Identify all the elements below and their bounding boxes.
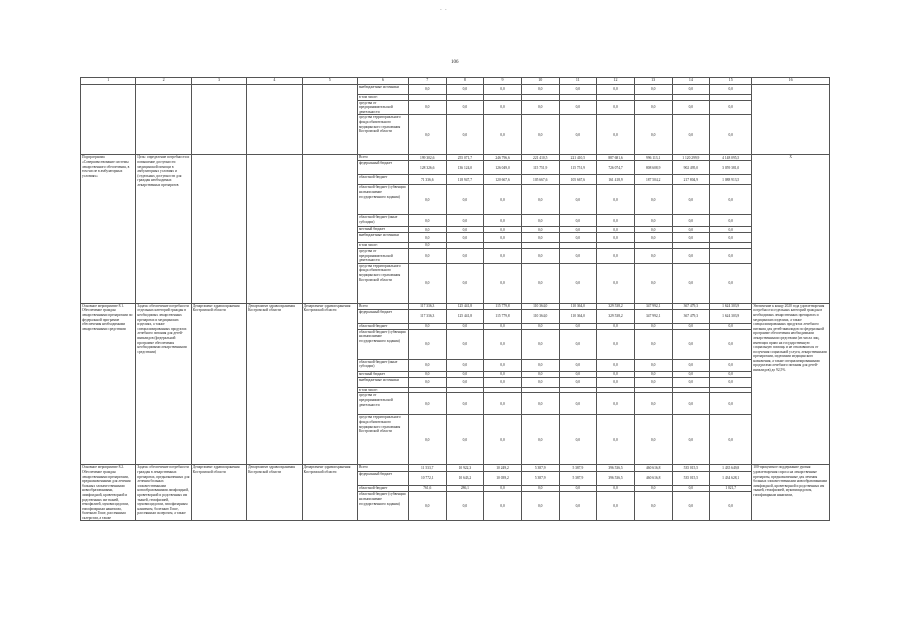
value-cell: 0,0 [634, 248, 672, 263]
value-cell: 0,0 [634, 100, 672, 115]
value-cell: 221 410,5 [559, 155, 597, 161]
value-cell: 0,0 [484, 233, 522, 243]
source-label: в том числе: [357, 387, 408, 393]
page-number: 106 [451, 60, 459, 65]
value-cell: 0,0 [559, 323, 597, 329]
value-cell: 0,0 [597, 248, 635, 263]
value-cell: 0,0 [634, 263, 672, 303]
value-cell: 10 249,2 [484, 465, 522, 471]
value-cell: 1 088 913,5 [710, 175, 752, 185]
value-cell: 118 947,7 [446, 175, 484, 185]
value-cell: 0,0 [408, 492, 446, 521]
value-cell: 0,0 [597, 359, 635, 371]
value-cell: 221 410,5 [521, 155, 559, 161]
value-cell: 0,0 [484, 329, 522, 359]
value-cell: 0,0 [559, 185, 597, 215]
column-header: 1 [81, 78, 136, 85]
value-cell: 0,0 [597, 85, 635, 95]
value-cell: 1 435 649,8 [710, 465, 752, 471]
value-cell: 460 616,8 [634, 465, 672, 471]
value-cell: 0,0 [521, 248, 559, 263]
source-label: областной бюджет (субвенции на выполнение государственного задания) [357, 329, 408, 359]
value-cell: 0,0 [446, 359, 484, 371]
value-cell: 460 616,8 [634, 471, 672, 486]
value-cell: 0,0 [710, 227, 752, 233]
value-cell: 0,0 [559, 233, 597, 243]
column-header: 12 [597, 78, 635, 85]
value-cell: 0,0 [672, 415, 710, 465]
value-cell: 0,0 [521, 85, 559, 95]
value-cell: 0,0 [672, 377, 710, 387]
merged-cell-c4 [247, 85, 302, 155]
value-cell: 0,0 [634, 359, 672, 371]
value-cell: 0,0 [672, 233, 710, 243]
value-cell: 5 387,9 [559, 465, 597, 471]
value-cell: 0,0 [484, 85, 522, 95]
source-label: областной бюджет (субвенции на выполнение государственного задания) [357, 492, 408, 521]
value-cell: 0,0 [710, 100, 752, 115]
value-cell: 0,0 [672, 492, 710, 521]
value-cell: 0,0 [672, 371, 710, 377]
column-header: 13 [634, 78, 672, 85]
column-header: 15 [710, 78, 752, 85]
source-label: федеральный бюджет [357, 471, 408, 486]
value-cell: 0,0 [597, 393, 635, 415]
value-cell: 0,0 [408, 248, 446, 263]
value-cell: 0,0 [672, 85, 710, 95]
value-cell: 5 387,9 [521, 465, 559, 471]
value-cell: 10 922,3 [446, 465, 484, 471]
column-header: 3 [191, 78, 246, 85]
value-cell: 0,0 [597, 233, 635, 243]
source-label: в том числе: [357, 243, 408, 249]
value-cell: 0,0 [672, 100, 710, 115]
source-label: местный бюджет [357, 371, 408, 377]
source-label: внебюджетные источники [357, 233, 408, 243]
value-cell: 0,0 [484, 486, 522, 492]
value-cell: 0,0 [710, 323, 752, 329]
value-cell: 115 751,9 [521, 161, 559, 175]
value-cell: 0,0 [634, 486, 672, 492]
value-cell: 535 015,5 [672, 471, 710, 486]
value-cell: 0,0 [597, 371, 635, 377]
value-cell: 0,0 [521, 415, 559, 465]
value-cell: 0,0 [710, 377, 752, 387]
value-cell: 125 441,8 [446, 303, 484, 309]
value-cell: 126 049,0 [484, 161, 522, 175]
value-cell: 0,0 [634, 371, 672, 377]
value-cell: 0,0 [672, 185, 710, 215]
value-cell: 0,0 [521, 227, 559, 233]
value-cell: 0,0 [484, 215, 522, 227]
value-cell: 902 495,0 [672, 161, 710, 175]
value-cell: 0,0 [559, 248, 597, 263]
merged-cell-c4 [247, 155, 302, 303]
value-cell: 0,0 [484, 415, 522, 465]
budget-table [80, 77, 830, 521]
source-label: областной бюджет (иные субсидии) [357, 215, 408, 227]
value-cell: 0,0 [710, 415, 752, 465]
value-cell: 0,0 [521, 185, 559, 215]
value-cell: 117 336,3 [408, 303, 446, 309]
value-cell: 0,0 [484, 393, 522, 415]
value-cell: 0,0 [559, 415, 597, 465]
result-cell: 100-процентное поддержание уровня удовлетворения спроса на лекарственные препараты, предназначенные для лечения больных злокачественными новообразованиями лимфоидной, кроветворной и родственных им тканей, гемофилией, муковисцидозом, гипофизарным нанизмом, [752, 465, 830, 521]
source-label: областной бюджет (субвенции на выполнение государственного задания) [357, 185, 408, 215]
value-cell: 71 336,6 [408, 175, 446, 185]
value-cell: 0,0 [559, 371, 597, 377]
value-cell: 0,0 [446, 233, 484, 243]
value-cell: 0,0 [710, 215, 752, 227]
value-cell: 0,0 [634, 215, 672, 227]
value-cell: 0,0 [446, 371, 484, 377]
value-cell: 808 608,9 [634, 161, 672, 175]
column-header: 9 [484, 78, 522, 85]
value-cell: 0,0 [559, 377, 597, 387]
value-cell: 0,0 [634, 415, 672, 465]
value-cell: 117 336,3 [408, 309, 446, 323]
value-cell: 0,0 [710, 393, 752, 415]
value-cell: 0,0 [559, 215, 597, 227]
value-cell: 0,0 [634, 233, 672, 243]
value-cell: 0,0 [521, 329, 559, 359]
source-label: средства территориального фонда обязательного медицинского страхования Костромской области [357, 115, 408, 155]
value-cell: 367 479,3 [672, 309, 710, 323]
value-cell: 0,0 [597, 415, 635, 465]
value-cell: 10 039,2 [484, 471, 522, 486]
value-cell: 187 504,2 [634, 175, 672, 185]
value-cell: 0,0 [446, 227, 484, 233]
merged-cell-c5 [302, 155, 357, 303]
value-cell: 0,0 [521, 486, 559, 492]
merged-cell-c1: Основное мероприятие 8.1. Обеспечение граждан лекарственными препаратами по федеральной программе обеспечения необходимыми лекарственными средствами [81, 303, 136, 465]
value-cell: 0,0 [710, 359, 752, 371]
column-header: 16 [752, 78, 830, 85]
column-header: 11 [559, 78, 597, 85]
value-cell: 0,0 [408, 323, 446, 329]
value-cell: 5 387,9 [559, 471, 597, 486]
value-cell: 0,0 [408, 377, 446, 387]
source-label: средства территориального фонда обязательного медицинского страхования Костромской области [357, 263, 408, 303]
value-cell: 0,0 [634, 185, 672, 215]
value-cell: 0,0 [710, 85, 752, 95]
column-header: 4 [247, 78, 302, 85]
value-cell: 136 124,0 [446, 161, 484, 175]
value-cell: 125 441,8 [446, 309, 484, 323]
value-cell: 0,0 [484, 492, 522, 521]
value-cell: 5 387,9 [521, 471, 559, 486]
merged-cell-c1: Подпрограмма «Совершенствование системы лекарственного обеспечения, в том числе в амбулаторных условиях» [81, 155, 136, 303]
value-cell: 0,0 [446, 393, 484, 415]
value-cell: 0,0 [672, 329, 710, 359]
value-cell: 0,0 [672, 227, 710, 233]
value-cell: 0,0 [559, 329, 597, 359]
value-cell: 0,0 [672, 323, 710, 329]
merged-cell-c2: Цель: определение потребности и повышение доступности медицинской помощи в амбулаторных условиях и (отдельных доступности для граждан необходимых лекарственных препаратов [136, 155, 191, 303]
value-cell: 110 364,0 [559, 309, 597, 323]
value-cell: 535 015,5 [672, 465, 710, 471]
merged-cell-c3: Департамент здравоохранения Костромской области [191, 303, 246, 465]
value-cell: 0,0 [484, 185, 522, 215]
value-cell: 0,0 [484, 323, 522, 329]
column-header: 10 [521, 78, 559, 85]
source-label: средства от предпринимательской деятельности [357, 393, 408, 415]
value-cell: 396 536,5 [597, 465, 635, 471]
value-cell: 255 071,7 [446, 155, 484, 161]
value-cell: 761,6 [408, 486, 446, 492]
value-cell: 0,0 [597, 329, 635, 359]
value-cell: 4 148 095,5 [710, 155, 752, 161]
merged-cell-c1: Основное мероприятие 8.2. Обеспечение граждан лекарственными препаратами, предназначенными для лечения больных злокачественными новообразованиями, лимфоидной, кроветворной и родственных им тканей, гемофилией, муковисцидозом, гипофизарным нанизмом, болезнью Гоше, рассеянным склерозом, а также [81, 465, 136, 521]
value-cell: 10 643,2 [446, 471, 484, 486]
value-cell: 0,0 [446, 248, 484, 263]
value-cell: 0,0 [597, 486, 635, 492]
result-cell [752, 85, 830, 155]
value-cell: 0,0 [597, 492, 635, 521]
value-cell: 0,0 [634, 492, 672, 521]
value-cell: 0,0 [408, 215, 446, 227]
value-cell: 120 667,6 [484, 175, 522, 185]
source-label: средства от предпринимательской деятельности [357, 248, 408, 263]
value-cell: 0,0 [597, 185, 635, 215]
source-label: внебюджетные источники [357, 85, 408, 95]
value-cell: 0,0 [408, 329, 446, 359]
value-cell: 726 074,7 [597, 161, 635, 175]
value-cell: 887 681,6 [597, 155, 635, 161]
merged-cell-c4: Департамент здравоохранения Костромской области [247, 303, 302, 465]
source-label: областной бюджет [357, 323, 408, 329]
value-cell: 0,0 [484, 359, 522, 371]
value-cell: 0,0 [559, 227, 597, 233]
value-cell: 0,0 [634, 393, 672, 415]
column-header: 2 [136, 78, 191, 85]
value-cell: 0,0 [408, 243, 446, 249]
column-header: 5 [302, 78, 357, 85]
value-cell: 0,0 [672, 263, 710, 303]
value-cell: 367 479,3 [672, 303, 710, 309]
table-row [81, 85, 830, 95]
column-header: 6 [357, 78, 408, 85]
value-cell: 0,0 [521, 215, 559, 227]
value-cell: 0,0 [408, 115, 446, 155]
value-cell: 0,0 [672, 215, 710, 227]
value-cell: 0,0 [521, 371, 559, 377]
merged-cell-c2: Задача: обеспечение потребности граждан в лекарственных препаратах, предназначенных для лечения больных злокачественными новообразованиями лимфоидной, кроветворной и родственных им тканей, гемофилией, муковисцидозом, гипофизарным нанизмом, болезнью Гоше, рассеянным склерозом, а также [136, 465, 191, 521]
value-cell: 0,0 [408, 359, 446, 371]
value-cell: 0,0 [559, 115, 597, 155]
value-cell: 0,0 [408, 371, 446, 377]
value-cell: 0,0 [710, 248, 752, 263]
value-cell: 128 326,6 [408, 161, 446, 175]
value-cell: 0,0 [446, 323, 484, 329]
value-cell: 0,0 [559, 359, 597, 371]
value-cell: 0,0 [672, 486, 710, 492]
value-cell: 105 667,6 [559, 175, 597, 185]
value-cell: 110 364,0 [521, 309, 559, 323]
value-cell: 0,0 [710, 233, 752, 243]
merged-cell-c2: Задача: обеспечение потребности отдельных категорий граждан в необходимых лекарственных препаратах и медицинских изделиях, а также специализированных продуктах лечебного питания для детей-инвалидов (федеральной программе обеспечения необходимыми лекарственными средствами) [136, 303, 191, 465]
value-cell: 1 624 303,9 [710, 303, 752, 309]
source-label: федеральный бюджет [357, 161, 408, 175]
value-cell: 0,0 [710, 371, 752, 377]
source-label: средства от предпринимательской деятельности [357, 100, 408, 115]
merged-cell-c2 [136, 85, 191, 155]
value-cell: 0,0 [408, 415, 446, 465]
merged-cell-c3 [191, 155, 246, 303]
value-cell: 10 772,1 [408, 471, 446, 486]
value-cell: 0,0 [521, 233, 559, 243]
value-cell: 3 059 381,0 [710, 161, 752, 175]
value-cell: 1 120 299,9 [672, 155, 710, 161]
merged-cell-c3: Департамент здравоохранения Костромской области [191, 465, 246, 521]
value-cell: 0,0 [559, 486, 597, 492]
value-cell: 0,0 [484, 100, 522, 115]
value-cell: 0,0 [408, 263, 446, 303]
value-cell: 0,0 [521, 263, 559, 303]
source-label: средства территориального фонда обязательного медицинского страхования Костромской области [357, 415, 408, 465]
source-label: Всего [357, 303, 408, 309]
value-cell: 996 113,1 [634, 155, 672, 161]
source-label: областной бюджет [357, 175, 408, 185]
value-cell: 0,0 [559, 85, 597, 95]
value-cell: 0,0 [634, 323, 672, 329]
value-cell: 0,0 [710, 115, 752, 155]
value-cell: 0,0 [634, 329, 672, 359]
value-cell: 396 536,5 [597, 471, 635, 486]
value-cell: 0,0 [597, 377, 635, 387]
top-mark: - - [440, 8, 448, 13]
value-cell: 246 796,6 [484, 155, 522, 161]
result-cell: Увеличение к концу 2020 года удовлетворения потребности отдельных категорий граждан в необходимых лекарственных препаратах и медицинских изделиях, а также специализированных продуктах лечебного питания для детей-инвалидов по федеральной программе обеспечения необходимыми лекарственными средствами (из числа лиц, имеющих право на государственную социальную помощь и не отказавшихся от получения социальной услуги, лекарственными препаратами, изделиями медицинского назначения, а также специализированными продуктами лечебного питания для детей-инвалидов) до 92,5% [752, 303, 830, 465]
value-cell: 0,0 [597, 100, 635, 115]
value-cell: 0,0 [521, 100, 559, 115]
value-cell: 0,0 [484, 377, 522, 387]
value-cell: 110 364,0 [521, 303, 559, 309]
value-cell: 105 667,6 [521, 175, 559, 185]
value-cell: 347 992,1 [634, 309, 672, 323]
value-cell: 0,0 [710, 329, 752, 359]
value-cell: 0,0 [634, 85, 672, 95]
column-header: 7 [408, 78, 446, 85]
value-cell: 0,0 [672, 393, 710, 415]
value-cell: 0,0 [521, 115, 559, 155]
value-cell: 0,0 [597, 263, 635, 303]
value-cell: 0,0 [484, 371, 522, 377]
source-label: областной бюджет [357, 486, 408, 492]
merged-cell-c5: Департамент здравоохранения Костромской области [302, 303, 357, 465]
merged-cell-c4: Департамент здравоохранения Костромской области [247, 465, 302, 521]
value-cell: 0,0 [408, 185, 446, 215]
value-cell: 0,0 [446, 85, 484, 95]
value-cell: 0,0 [710, 492, 752, 521]
source-label: Всего [357, 155, 408, 161]
value-cell: 0,0 [597, 323, 635, 329]
value-cell: 0,0 [446, 115, 484, 155]
merged-cell-c5 [302, 85, 357, 155]
value-cell: 0,0 [408, 233, 446, 243]
column-header: 8 [446, 78, 484, 85]
value-cell: 0,0 [446, 492, 484, 521]
column-header: 14 [672, 78, 710, 85]
value-cell: 0,0 [446, 263, 484, 303]
value-cell: 0,0 [521, 359, 559, 371]
value-cell: 0,0 [484, 115, 522, 155]
value-cell: 286,1 [446, 486, 484, 492]
value-cell: 0,0 [446, 415, 484, 465]
value-cell: 0,0 [446, 329, 484, 359]
value-cell: 0,0 [446, 215, 484, 227]
value-cell: 0,0 [446, 100, 484, 115]
merged-cell-c1 [81, 85, 136, 155]
value-cell: 0,0 [672, 248, 710, 263]
source-label: в том числе: [357, 95, 408, 101]
merged-cell-c3 [191, 85, 246, 155]
value-cell: 0,0 [446, 185, 484, 215]
value-cell: 0,0 [597, 227, 635, 233]
source-label: федеральный бюджет [357, 309, 408, 323]
value-cell: 0,0 [710, 185, 752, 215]
value-cell: 161 418,9 [597, 175, 635, 185]
value-cell: 0,0 [484, 263, 522, 303]
value-cell: 11 533,7 [408, 465, 446, 471]
value-cell: 329 538,2 [597, 309, 635, 323]
value-cell: 0,0 [634, 227, 672, 233]
value-cell: 0,0 [408, 393, 446, 415]
value-cell: 0,0 [597, 215, 635, 227]
value-cell: 0,0 [408, 100, 446, 115]
value-cell: 0,0 [559, 100, 597, 115]
value-cell: 115 779,8 [484, 309, 522, 323]
source-label: местный бюджет [357, 227, 408, 233]
result-cell: X [752, 155, 830, 303]
source-label: Всего [357, 465, 408, 471]
value-cell: 115 779,8 [484, 303, 522, 309]
value-cell: 329 538,2 [597, 303, 635, 309]
value-cell: 0,0 [408, 227, 446, 233]
value-cell: 0,0 [521, 393, 559, 415]
value-cell: 0,0 [634, 377, 672, 387]
value-cell: 0,0 [559, 393, 597, 415]
value-cell: 217 804,9 [672, 175, 710, 185]
value-cell: 0,0 [521, 323, 559, 329]
value-cell: 199 302,6 [408, 155, 446, 161]
value-cell: 347 992,1 [634, 303, 672, 309]
value-cell: 0,0 [446, 377, 484, 387]
value-cell: 0,0 [521, 377, 559, 387]
value-cell: 0,0 [672, 115, 710, 155]
value-cell: 0,0 [559, 263, 597, 303]
source-label: областной бюджет (иные субсидии) [357, 359, 408, 371]
value-cell: 0,0 [484, 227, 522, 233]
header-row [81, 78, 830, 85]
value-cell: 0,0 [559, 492, 597, 521]
value-cell: 0,0 [710, 263, 752, 303]
value-cell: 1 021,7 [710, 486, 752, 492]
value-cell: 0,0 [597, 115, 635, 155]
source-label: внебюджетные источники [357, 377, 408, 387]
merged-cell-c5: Департамент здравоохранения Костромской области [302, 465, 357, 521]
value-cell: 0,0 [408, 85, 446, 95]
value-cell: 115 751,9 [559, 161, 597, 175]
value-cell: 0,0 [672, 359, 710, 371]
value-cell: 110 364,0 [559, 303, 597, 309]
value-cell: 0,0 [521, 492, 559, 521]
value-cell: 0,0 [484, 248, 522, 263]
value-cell: 1 624 303,9 [710, 309, 752, 323]
value-cell: 0,0 [634, 115, 672, 155]
value-cell: 1 434 628,1 [710, 471, 752, 486]
